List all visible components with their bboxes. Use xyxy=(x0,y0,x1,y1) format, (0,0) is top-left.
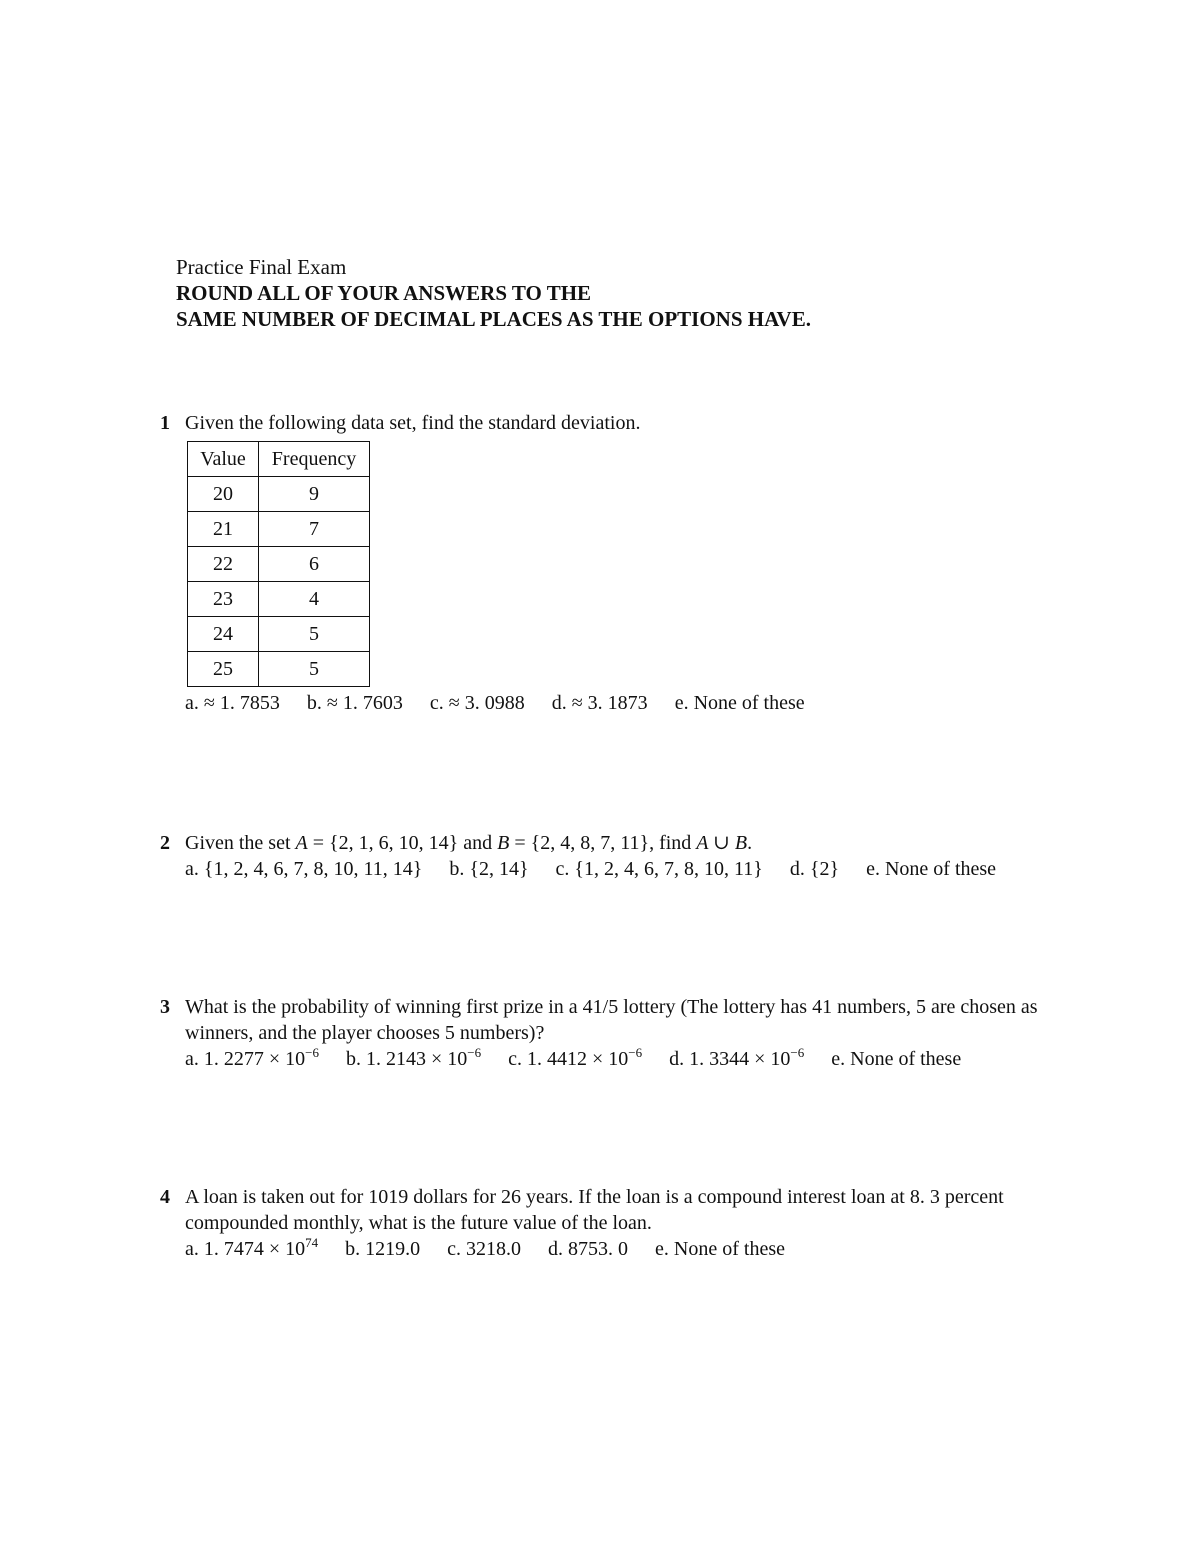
table-cell: 24 xyxy=(188,617,259,652)
question-number: 4 xyxy=(160,1186,170,1208)
table-header-value: Value xyxy=(188,442,259,477)
table-cell: 9 xyxy=(259,477,370,512)
table-cell: 4 xyxy=(259,582,370,617)
option-c[interactable]: c. 3218.0 xyxy=(447,1238,522,1260)
table-cell: 21 xyxy=(188,512,259,547)
exam-title: Practice Final Exam xyxy=(176,255,347,279)
table-cell: 25 xyxy=(188,652,259,687)
option-e[interactable]: e. None of these xyxy=(655,1238,785,1260)
instruction-line-1: ROUND ALL OF YOUR ANSWERS TO THE xyxy=(176,281,592,305)
table-row xyxy=(188,617,370,652)
table-cell: 23 xyxy=(188,582,259,617)
exam-header xyxy=(176,254,811,332)
option-b[interactable]: b. ≈ 1. 7603 xyxy=(306,692,403,714)
table-row xyxy=(188,547,370,582)
question-2 xyxy=(160,830,1065,882)
table-row xyxy=(188,652,370,687)
option-c[interactable]: c. {1, 2, 4, 6, 7, 8, 10, 11} xyxy=(555,858,763,880)
option-d[interactable]: d. ≈ 3. 1873 xyxy=(551,692,648,714)
answer-options xyxy=(185,690,1065,716)
table-cell: 5 xyxy=(259,652,370,687)
table-header-frequency: Frequency xyxy=(259,442,370,477)
question-text: A loan is taken out for 1019 dollars for 26 years. If the loan is a compound interest loan at 8. 3 percent compounded monthly, what is the future value of the loan. xyxy=(185,1186,1004,1234)
data-table xyxy=(187,441,370,687)
question-3 xyxy=(160,994,1065,1072)
table-row xyxy=(188,477,370,512)
option-d[interactable]: d. {2} xyxy=(789,858,840,880)
question-text: Given the set A = {2, 1, 6, 10, 14} and B = {2, 4, 8, 7, 11}, find A ∪ B. xyxy=(185,832,753,854)
table-cell: 22 xyxy=(188,547,259,582)
option-c[interactable]: c. ≈ 3. 0988 xyxy=(429,692,525,714)
question-1 xyxy=(160,410,1065,716)
question-text: What is the probability of winning first prize in a 41/5 lottery (The lottery has 41 numbers, 5 are chosen as winners, and the player chooses 5 numbers)? xyxy=(185,996,1038,1044)
table-cell: 5 xyxy=(259,617,370,652)
question-text: Given the following data set, find the standard deviation. xyxy=(185,412,641,434)
option-e[interactable]: e. None of these xyxy=(674,692,805,714)
option-e[interactable]: e. None of these xyxy=(866,858,997,880)
question-4 xyxy=(160,1184,1065,1262)
question-number: 3 xyxy=(160,996,170,1018)
option-a[interactable]: a. 1. $7474 \times 10^{74}$ xyxy=(185,1235,319,1260)
answer-options xyxy=(185,856,1065,882)
option-b[interactable]: b. {2, 14} xyxy=(449,858,529,880)
table-cell: 20 xyxy=(188,477,259,512)
option-b[interactable]: b. 1219.0 xyxy=(345,1238,421,1260)
answer-options xyxy=(185,1046,1065,1072)
table-row xyxy=(188,582,370,617)
option-b[interactable]: b. 1. $2143 \times 10^{-6}$ xyxy=(346,1045,482,1070)
option-e[interactable]: e. None of these xyxy=(831,1048,962,1070)
question-number: 1 xyxy=(160,412,170,434)
option-d[interactable]: d. 1. $3344 \times 10^{-6}$ xyxy=(669,1045,805,1070)
option-c[interactable]: c. 1. $4412 \times 10^{-6}$ xyxy=(508,1045,643,1070)
instruction-line-2: SAME NUMBER OF DECIMAL PLACES AS THE OPTIONS HAVE. xyxy=(176,307,811,331)
table-row xyxy=(188,512,370,547)
answer-options xyxy=(185,1236,1065,1262)
option-a[interactable]: a. ≈ 1. 7853 xyxy=(185,692,280,714)
table-cell: 7 xyxy=(259,512,370,547)
option-d[interactable]: d. 8753. 0 xyxy=(548,1238,629,1260)
option-a[interactable]: a. 1. $2277 \times 10^{-6}$ xyxy=(185,1045,319,1070)
option-a[interactable]: a. {1, 2, 4, 6, 7, 8, 10, 11, 14} xyxy=(185,858,423,880)
table-cell: 6 xyxy=(259,547,370,582)
question-number: 2 xyxy=(160,832,170,854)
